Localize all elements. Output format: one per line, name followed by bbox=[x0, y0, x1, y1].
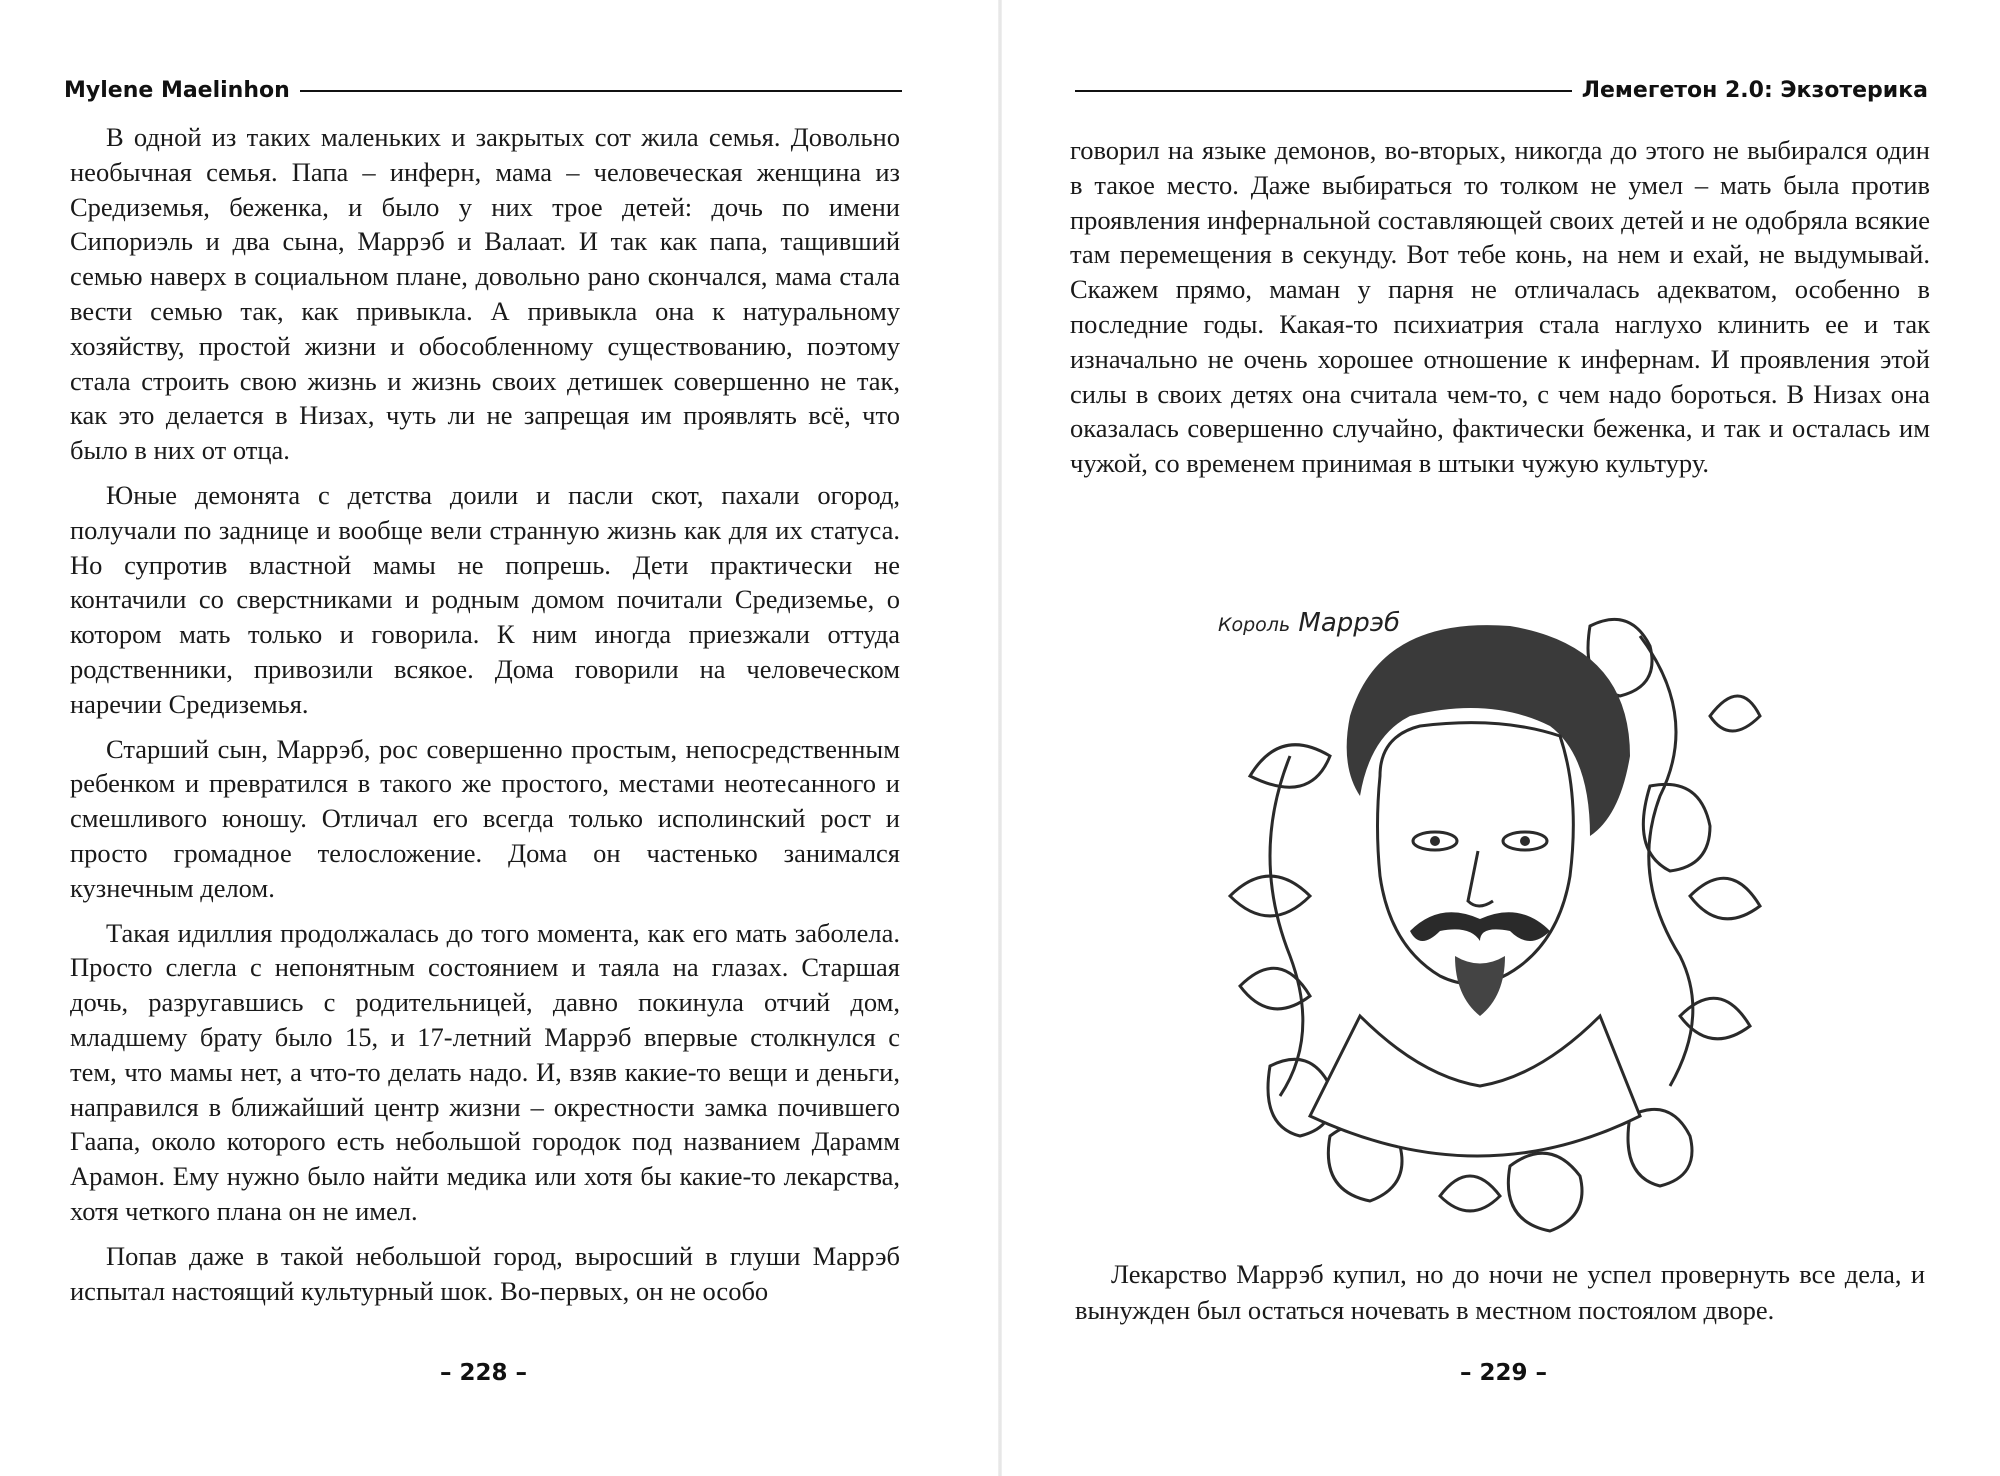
book-spine bbox=[998, 0, 1002, 1476]
book-title: Лемегетон 2.0: Экзотерика bbox=[1581, 78, 1928, 103]
paragraph: Лекарство Маррэб купил, но до ночи не успел провернуть все дела, и вынужден был остаться ночевать в местном постоялом дворе. bbox=[1075, 1259, 1925, 1325]
paragraph: Попав даже в такой небольшой город, выросший в глуши Маррэб испытал настоящий культурный шок. Во-первых, он не особо bbox=[70, 1240, 900, 1306]
page-number-left: – 228 – bbox=[440, 1360, 528, 1386]
left-body-text bbox=[70, 120, 900, 1318]
page-number-right: – 229 – bbox=[1460, 1360, 1548, 1386]
right-body-text bbox=[1070, 133, 1930, 491]
header-rule bbox=[300, 90, 902, 92]
paragraph: Юные демонята с детства доили и пасли скот, пахали огород, получали по заднице и вообще вели странную жизнь как для их статуса. Но супротив властной мамы не попрешь. Дети практически не контачили со сверстниками и родным домом почитали Средиземье, о котором мать только и говорила. К ним иногда приезжали оттуда родственники, привозили всякое. Дома говорили на человеческом наречии Средиземья. bbox=[70, 479, 900, 719]
right-closing-text bbox=[1075, 1256, 1925, 1328]
right-running-head bbox=[1075, 78, 1928, 103]
paragraph: В одной из таких маленьких и закрытых сот жила семья. Довольно необычная семья. Папа – инферн, мама – человеческая женщина из Средиземья, беженка, и было у них трое детей: дочь по имени Сипориэль и два сына, Маррэб и Валаат. И так как папа, тащивший семью наверх в социальном плане, довольно рано скончался, мама стала вести семью так, как привыкла. А привыкла она к натуральному хозяйству, простой жизни и обособленному существованию, поэтому стала строить свою жизнь и жизнь своих детишек совершенно не так, как это делается в Низах, чуть ли не запрещая им проявлять всё, что было в них от отца. bbox=[70, 122, 900, 466]
portrait bbox=[1310, 625, 1640, 1156]
header-rule bbox=[1075, 90, 1572, 92]
paragraph: говорил на языке демонов, во-вторых, никогда до этого не выбирался один в такое место. Даже выбираться то толком не умел – мать была против проявления инфернальной составляющей своих детей и не одобряла всякие там перемещения в секунду. Вот тебе конь, на нем и ехай, не выдумывай. Скажем прямо, маман у парня не отличалась адекватом, особенно в последние годы. Какая-то психиатрия стала наглухо клинить ее и так изначально не очень хорошее отношение к инфернам. И проявления этой силы в своих детях она считала чем-то, с чем надо бороться. В Низах она оказалась совершенно случайно, фактически беженка, и так и осталась им чужой, со временем принимая в штыки чужую культуру. bbox=[1070, 135, 1930, 479]
portrait-illustration bbox=[1210, 596, 1770, 1240]
paragraph: Такая идиллия продолжалась до того момента, как его мать заболела. Просто слегла с непонятным состоянием и таяла на глазах. Старшая дочь, разругавшись с родительницей, давно покинула отчий дом, младшему брату было 15, и 17-летний Маррэб впервые столкнулся с тем, что мамы нет, а что-то делать надо. И, взяв какие-то вещи и деньги, направился в ближайший центр жизни – окрестности замка почившего Гаапа, около которого есть небольшой городок под названием Дарамм Арамон. Ему нужно было найти медика или хотя бы какие-то лекарства, хотя четкого плана он не имел. bbox=[70, 917, 900, 1226]
caption-title: Король bbox=[1218, 614, 1291, 636]
caption-name: Маррэб bbox=[1298, 608, 1401, 638]
left-running-head bbox=[64, 78, 902, 103]
author-name: Mylene Maelinhon bbox=[64, 78, 290, 103]
paragraph: Старший сын, Маррэб, рос совершенно простым, непосредственным ребенком и превратился в такого же простого, местами неотесанного и смешливого юношу. Отличал его всегда только исполинский рост и просто громадное телосложение. Дома он частенько занимался кузнечным делом. bbox=[70, 733, 900, 903]
